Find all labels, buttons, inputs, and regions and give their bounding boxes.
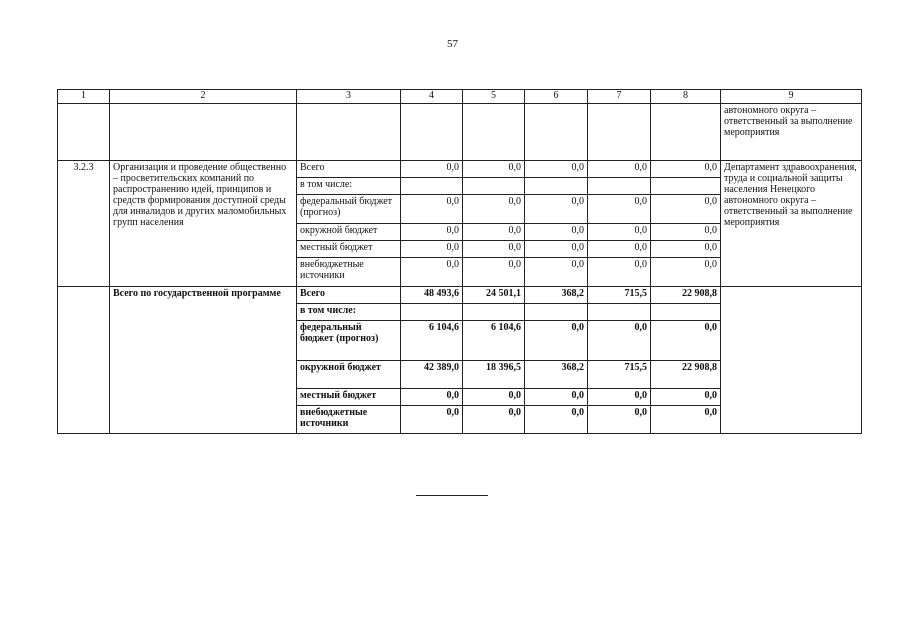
funding-source: окружной бюджет <box>297 361 401 389</box>
value-cell: 0,0 <box>651 389 721 406</box>
funding-source: местный бюджет <box>297 241 401 258</box>
value-cell: 0,0 <box>463 258 525 287</box>
empty-cell <box>463 178 525 195</box>
value-cell: 0,0 <box>525 241 588 258</box>
empty-cell <box>525 178 588 195</box>
activity-number: 3.2.3 <box>58 161 110 287</box>
value-cell: 0,0 <box>651 241 721 258</box>
value-cell: 0,0 <box>651 161 721 178</box>
budget-table <box>57 89 862 434</box>
empty-cell <box>110 104 297 161</box>
header-cell: 4 <box>401 90 463 104</box>
header-cell: 5 <box>463 90 525 104</box>
value-cell: 0,0 <box>463 195 525 224</box>
header-cell: 6 <box>525 90 588 104</box>
value-cell: 0,0 <box>463 389 525 406</box>
value-cell: 0,0 <box>651 406 721 434</box>
value-cell: 22 908,8 <box>651 287 721 304</box>
empty-cell <box>588 104 651 161</box>
empty-cell <box>401 178 463 195</box>
total-name: Всего по государственной программе <box>110 287 297 434</box>
value-cell: 0,0 <box>651 321 721 361</box>
value-cell: 0,0 <box>651 195 721 224</box>
value-cell: 0,0 <box>588 224 651 241</box>
value-cell: 0,0 <box>525 195 588 224</box>
value-cell: 18 396,5 <box>463 361 525 389</box>
value-cell: 0,0 <box>525 321 588 361</box>
value-cell: 0,0 <box>401 406 463 434</box>
empty-cell <box>401 304 463 321</box>
funding-source: внебюджетные источники <box>297 406 401 434</box>
empty-cell <box>58 287 110 434</box>
value-cell: 0,0 <box>525 224 588 241</box>
table-row <box>58 161 862 178</box>
value-cell: 0,0 <box>651 258 721 287</box>
value-cell: 0,0 <box>651 224 721 241</box>
empty-cell <box>651 304 721 321</box>
empty-cell <box>401 104 463 161</box>
value-cell: 6 104,6 <box>463 321 525 361</box>
value-cell: 0,0 <box>401 258 463 287</box>
value-cell: 0,0 <box>525 389 588 406</box>
header-cell: 3 <box>297 90 401 104</box>
value-cell: 0,0 <box>401 241 463 258</box>
header-cell: 7 <box>588 90 651 104</box>
value-cell: 6 104,6 <box>401 321 463 361</box>
funding-source: Всего <box>297 161 401 178</box>
value-cell: 0,0 <box>588 321 651 361</box>
funding-source: окружной бюджет <box>297 224 401 241</box>
value-cell: 0,0 <box>401 224 463 241</box>
value-cell: 0,0 <box>525 406 588 434</box>
value-cell: 368,2 <box>525 361 588 389</box>
empty-cell <box>651 178 721 195</box>
value-cell: 24 501,1 <box>463 287 525 304</box>
value-cell: 22 908,8 <box>651 361 721 389</box>
value-cell: 0,0 <box>588 241 651 258</box>
value-cell: 0,0 <box>588 195 651 224</box>
value-cell: 0,0 <box>588 389 651 406</box>
empty-cell <box>463 304 525 321</box>
value-cell: 0,0 <box>525 258 588 287</box>
funding-source: федеральный бюджет (прогноз) <box>297 321 401 361</box>
value-cell: 715,5 <box>588 287 651 304</box>
value-cell: 715,5 <box>588 361 651 389</box>
header-cell: 2 <box>110 90 297 104</box>
header-cell: 9 <box>721 90 862 104</box>
header-row <box>58 90 862 104</box>
value-cell: 0,0 <box>525 161 588 178</box>
value-cell: 0,0 <box>588 258 651 287</box>
empty-cell <box>588 304 651 321</box>
value-cell: 0,0 <box>463 241 525 258</box>
activity-responsible: Департамент здравоохранения, труда и социальной защиты населения Ненецкого автономного округа – ответственный за выполнение мероприятия <box>721 161 862 287</box>
value-cell: 368,2 <box>525 287 588 304</box>
empty-cell <box>588 178 651 195</box>
funding-source: в том числе: <box>297 178 401 195</box>
value-cell: 0,0 <box>401 161 463 178</box>
empty-cell <box>525 304 588 321</box>
empty-cell <box>525 104 588 161</box>
empty-cell <box>463 104 525 161</box>
funding-source: внебюджетные источники <box>297 258 401 287</box>
end-of-document-rule <box>416 495 488 496</box>
value-cell: 0,0 <box>463 224 525 241</box>
value-cell: 0,0 <box>463 406 525 434</box>
table-row <box>58 287 862 304</box>
value-cell: 0,0 <box>401 195 463 224</box>
funding-source: местный бюджет <box>297 389 401 406</box>
empty-cell <box>58 104 110 161</box>
activity-name: Организация и проведение общественно – просветительских компаний по распространению идей, принципов и средств формирования доступной среды для инвалидов и других маломобильных групп населения <box>110 161 297 287</box>
header-cell: 1 <box>58 90 110 104</box>
value-cell: 48 493,6 <box>401 287 463 304</box>
header-cell: 8 <box>651 90 721 104</box>
empty-cell <box>651 104 721 161</box>
value-cell: 42 389,0 <box>401 361 463 389</box>
funding-source: федеральный бюджет (прогноз) <box>297 195 401 224</box>
funding-source: Всего <box>297 287 401 304</box>
responsible-continuation: автономного округа – ответственный за выполнение мероприятия <box>721 104 862 161</box>
empty-cell <box>721 287 862 434</box>
value-cell: 0,0 <box>401 389 463 406</box>
value-cell: 0,0 <box>588 406 651 434</box>
page-number: 57 <box>447 38 458 50</box>
empty-cell <box>297 104 401 161</box>
value-cell: 0,0 <box>463 161 525 178</box>
continuation-row <box>58 104 862 161</box>
funding-source: в том числе: <box>297 304 401 321</box>
value-cell: 0,0 <box>588 161 651 178</box>
